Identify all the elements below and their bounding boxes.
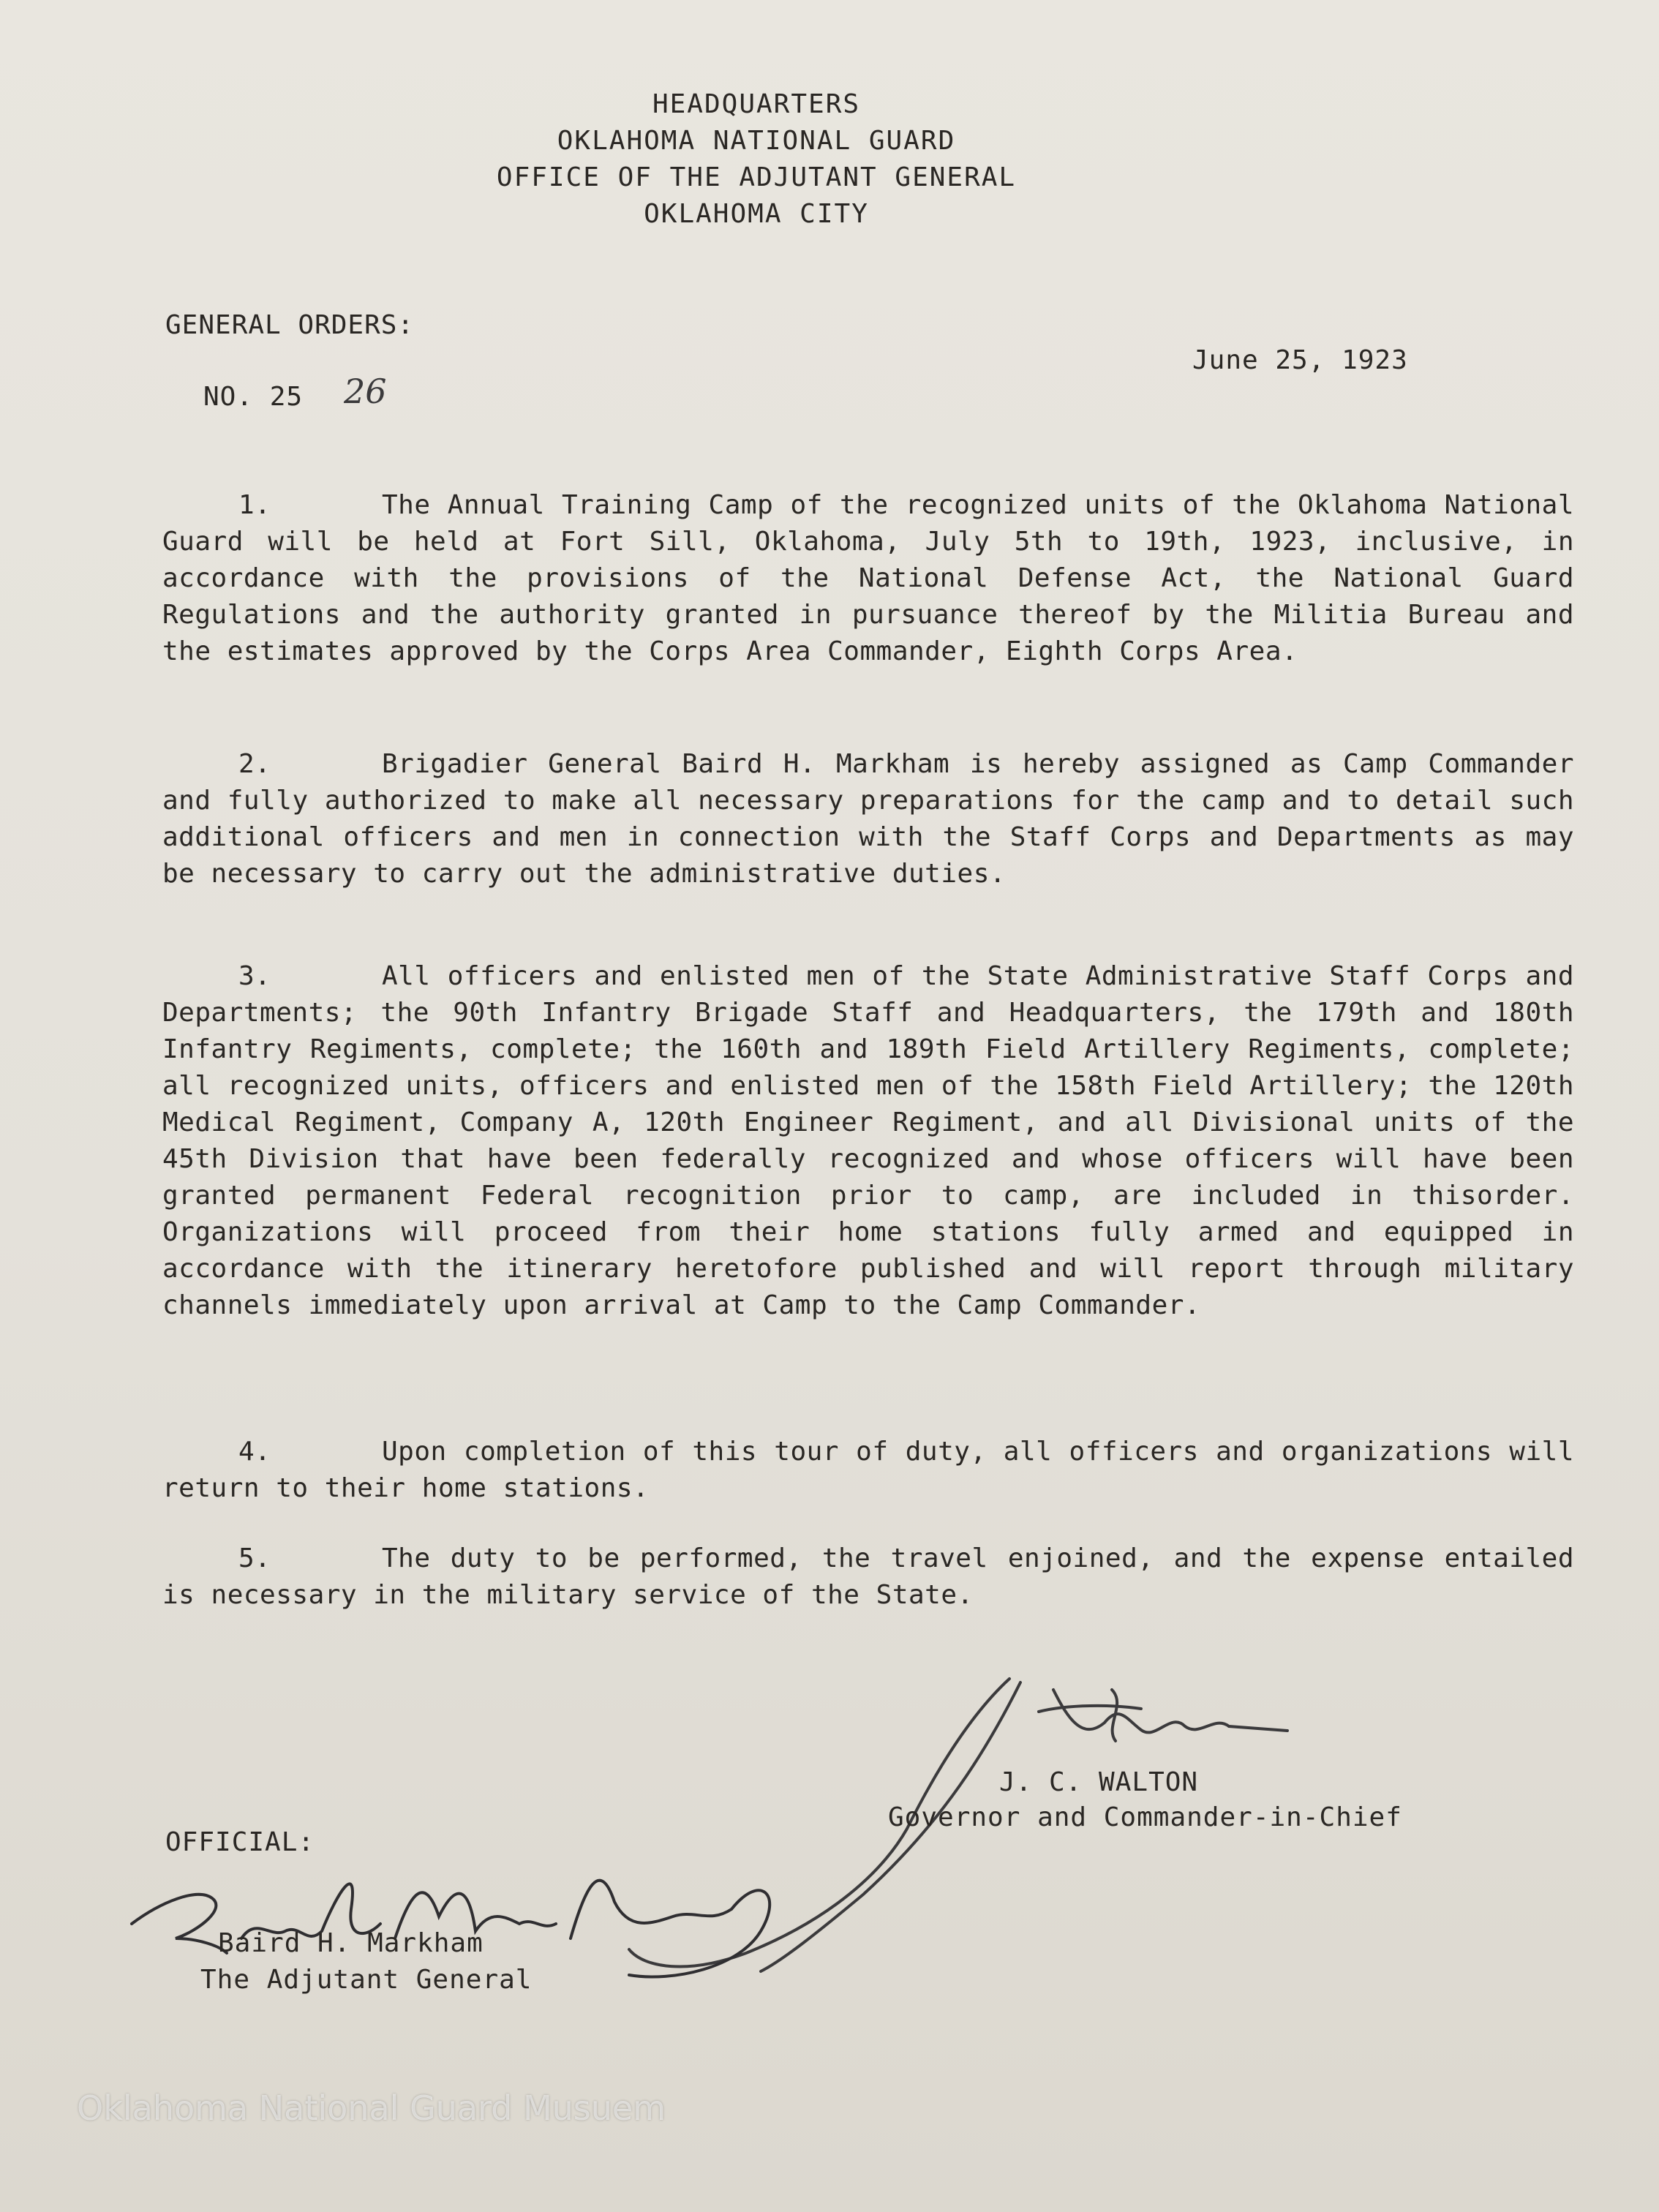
paragraph-number: 4.	[238, 1437, 271, 1467]
adjutant-title: The Adjutant General	[200, 1965, 533, 1995]
governor-title: Governor and Commander-in-Chief	[888, 1802, 1402, 1832]
paragraph-text: The Annual Training Camp of the recognized units of the Oklahoma National Guard will be held at Fort Sill, Oklahoma, July 5th to 19th, 1923, inclusive, in accordance with the provisions of the National Defense Act, the National Guard Regulations and the authority granted in pursuance thereof by the Militia Bureau and the estimates approved by the Corps Area Commander, Eighth Corps Area.	[162, 490, 1574, 666]
paragraph-text: The duty to be performed, the travel enjoined, and the expense entailed is necessary in the military service of the State.	[162, 1543, 1574, 1610]
header-line-city: OKLAHOMA CITY	[644, 199, 869, 229]
paragraph-3	[162, 958, 1574, 1324]
paragraph-5	[162, 1540, 1574, 1614]
paragraph-text: Brigadier General Baird H. Markham is hereby assigned as Camp Commander and fully authorized to make all necessary preparations for the camp and to detail such additional officers and men in connection with the Staff Corps and Departments as may be necessary to carry out the administrative duties.	[162, 749, 1574, 889]
order-number-typed: NO. 25	[203, 382, 304, 412]
paragraph-number: 1.	[238, 490, 271, 520]
paragraph-number: 3.	[238, 961, 271, 991]
museum-watermark: Oklahoma National Guard Musuem	[77, 2088, 666, 2128]
paragraph-text: Upon completion of this tour of duty, all officers and organizations will return to their home stations.	[162, 1437, 1574, 1503]
paragraph-number: 5.	[238, 1543, 271, 1573]
header-line-guard: OKLAHOMA NATIONAL GUARD	[557, 126, 956, 156]
official-label: OFFICIAL:	[165, 1827, 315, 1857]
governor-name: J. C. WALTON	[999, 1767, 1199, 1797]
paragraph-4	[162, 1434, 1574, 1507]
paragraph-text: All officers and enlisted men of the State Administrative Staff Corps and Departments; the 90th Infantry Brigade Staff and Headquarters, the 179th and 180th Infantry Regiments, complete; the 160th and 189th Field Artillery Regiments, complete; all recognized units, officers and enlisted men of the 158th Field Artillery; the 120th Medical Regiment, Company A, 120th Engineer Regiment, and all Divisional units of the 45th Division that have been federally recognized and whose officers will have been granted permanent Federal recognition prior to camp, are included in thisorder. Organizations will proceed from their home stations fully armed and equipped in accordance with the itinerary heretofore published and will report through military channels immediately upon arrival at Camp to the Camp Commander.	[162, 961, 1574, 1320]
header-line-office: OFFICE OF THE ADJUTANT GENERAL	[496, 162, 1017, 192]
general-orders-label: GENERAL ORDERS:	[165, 310, 415, 340]
order-date: June 25, 1923	[1192, 345, 1408, 375]
adjutant-name: Baird H. Markham	[218, 1928, 484, 1958]
paragraph-1	[162, 487, 1574, 670]
paragraph-number: 2.	[238, 749, 271, 779]
order-number	[203, 382, 303, 412]
header-line-headquarters: HEADQUARTERS	[652, 89, 861, 119]
order-number-handwritten: 26	[344, 372, 387, 411]
paragraph-2	[162, 746, 1574, 892]
